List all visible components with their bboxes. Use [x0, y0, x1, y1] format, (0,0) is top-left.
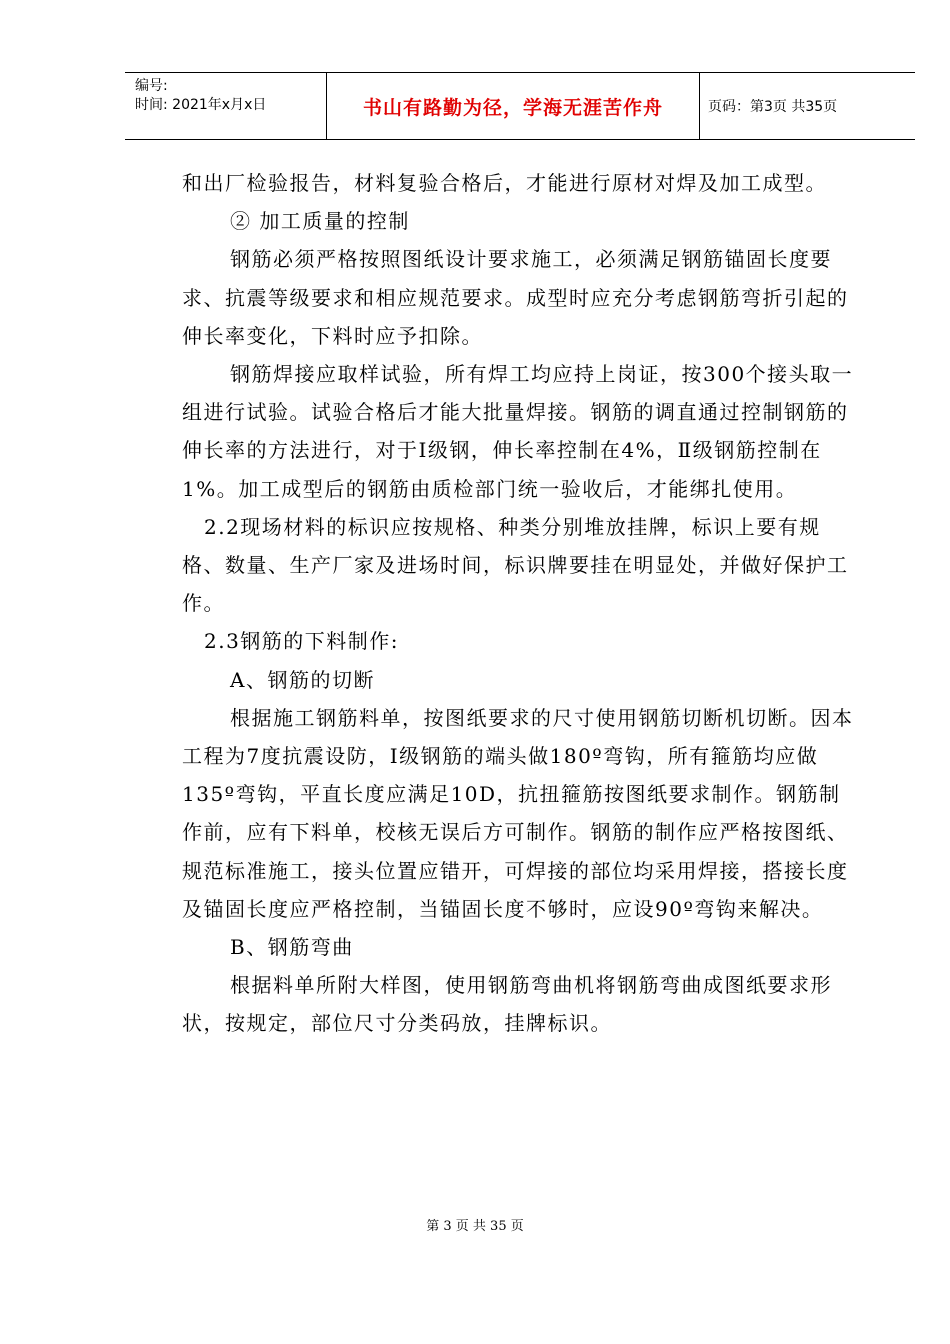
subsection-heading: A、钢筋的切断 [230, 667, 375, 692]
paragraph: 钢筋焊接应取样试验，所有焊工均应持上岗证，按300个接头取一组进行试验。试验合格后才能大批量焊接。钢筋的调直通过控制钢筋的伸长率的方法进行，对于Ⅰ级钢，伸长率控制在4%，Ⅱ级钢筋控制在1%。加工成型后的钢筋由质检部门统一验收后，才能绑扎使用。 [182, 362, 854, 501]
paragraph: 和出厂检验报告，材料复验合格后，才能进行原材对焊及加工成型。 [182, 171, 827, 195]
section-heading: 2.3钢筋的下料制作: [204, 629, 400, 654]
section-heading: ② 加工质量的控制 [230, 209, 410, 234]
header-page-label: 页码：第3页 共35页 [708, 99, 838, 115]
header-page-cell [700, 73, 915, 139]
paragraph: 钢筋必须严格按照图纸设计要求施工，必须满足钢筋锚固长度要求、抗震等级要求和相应规范要求。成型时应充分考虑钢筋弯折引起的伸长率变化，下料时应予扣除。 [182, 247, 849, 348]
document-number-label: 编号: [135, 78, 168, 94]
header-meta [125, 73, 327, 139]
footer-page-number: 第 3 页 共 35 页 [426, 1219, 524, 1234]
paragraph: 根据施工钢筋料单，按图纸要求的尺寸使用钢筋切断机切断。因本工程为7度抗震设防，Ⅰ级钢筋的端头做180º弯钩，所有箍筋均应做135º弯钩，平直长度应满足10D，抗扭箍筋按图纸要求制作。钢筋制作前，应有下料单，校核无误后方可制作。钢筋的制作应严格按图纸、规范标准施工，接头位置应错开，可焊接的部位均采用焊接，搭接长度及锚固长度应严格控制，当锚固长度不够时，应设90º弯钩来解决。 [182, 705, 854, 921]
paragraph: 根据料单所附大样图，使用钢筋弯曲机将钢筋弯曲成图纸要求形状，按规定，部位尺寸分类码放，挂牌标识。 [182, 973, 832, 1036]
document-body [182, 164, 862, 1043]
page-footer [0, 1215, 950, 1234]
document-time-label: 时间: 2021年x月x日 [135, 97, 267, 113]
page-header [125, 72, 915, 140]
subsection-heading: B、钢筋弯曲 [230, 935, 354, 960]
paragraph: 2.2现场材料的标识应按规格、种类分别堆放挂牌，标识上要有规格、数量、生产厂家及进场时间，标识牌要挂在明显处，并做好保护工作。 [182, 514, 849, 616]
header-motto: 书山有路勤为径，学海无涯苦作舟 [362, 96, 663, 119]
header-motto-cell [327, 73, 700, 139]
